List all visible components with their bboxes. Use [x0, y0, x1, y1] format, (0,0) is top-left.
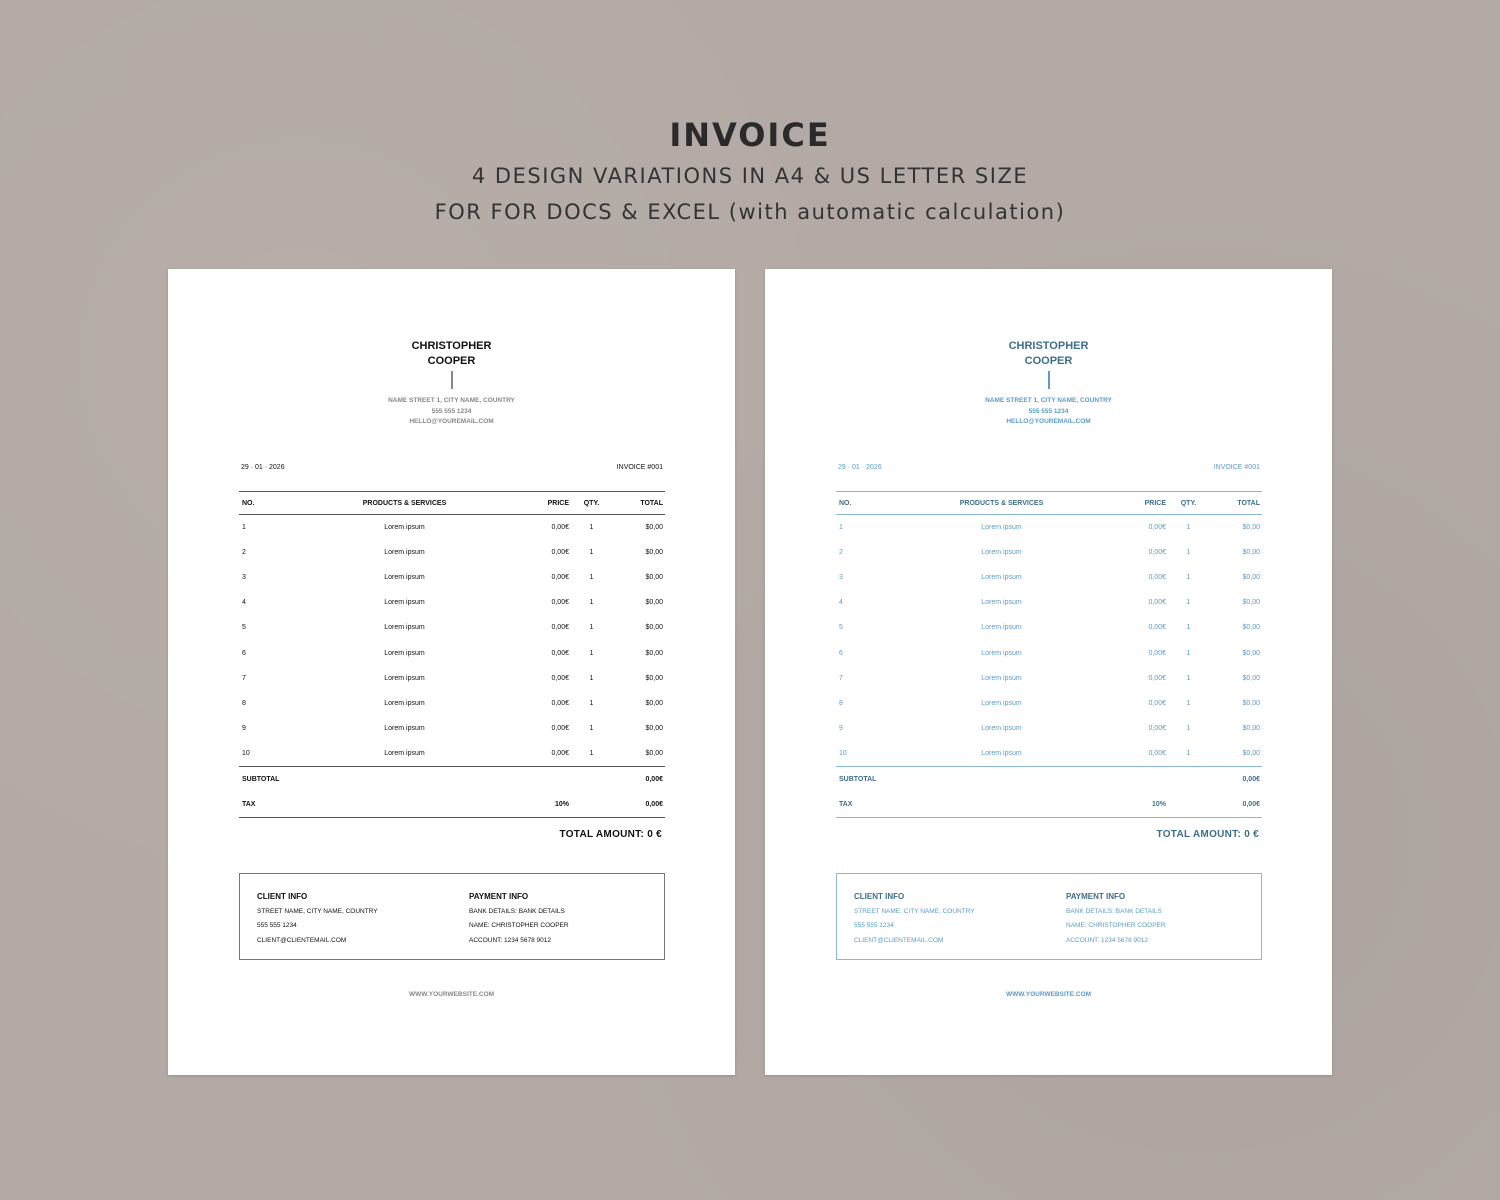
tax-label: TAX [836, 792, 1134, 818]
column-header-qty: QTY. [569, 492, 614, 515]
table-row [239, 691, 665, 716]
item-no: 3 [839, 574, 843, 582]
item-qty: 1 [589, 599, 594, 607]
invoice-date: 29 · 01 · 2026 [838, 464, 882, 471]
item-price: 0,00€ [551, 749, 569, 757]
table-row [836, 590, 1262, 615]
sender-phone: 555 555 1234 [1028, 407, 1069, 415]
table-row [239, 640, 665, 665]
item-price: 0,00€ [551, 524, 569, 532]
item-no: 8 [242, 699, 246, 707]
table-row [239, 741, 665, 767]
item-qty: 1 [1186, 624, 1191, 632]
item-price: 0,00€ [551, 649, 569, 657]
subtotal-row [239, 766, 665, 792]
item-product: Lorem ipsum [981, 549, 1022, 557]
sender-address: NAME STREET 1, CITY NAME, COUNTRY [985, 397, 1112, 404]
table-row [239, 540, 665, 565]
invoice-page-blue [765, 269, 1332, 1075]
client-phone: 555 555 1234 [854, 922, 894, 929]
sender-contact [168, 396, 735, 428]
table-row [239, 565, 665, 590]
item-no: 3 [242, 574, 246, 582]
total-amount: TOTAL AMOUNT: 0 € [559, 829, 662, 840]
item-qty: 1 [589, 649, 594, 657]
item-total: $0,00 [1242, 574, 1260, 582]
subtotal-label: SUBTOTAL [836, 766, 1134, 792]
payment-info [469, 890, 569, 948]
tax-row [836, 792, 1262, 818]
sender-last-name: COOPER [427, 355, 476, 367]
sender-email: HELLO@YOUREMAIL.COM [1006, 418, 1091, 425]
client-phone: 555 555 1234 [257, 922, 297, 929]
item-total: $0,00 [645, 599, 663, 607]
item-qty: 1 [1186, 524, 1191, 532]
table-row [836, 741, 1262, 767]
sender-name [765, 339, 1332, 369]
item-price: 0,00€ [1148, 749, 1166, 757]
item-product: Lorem ipsum [981, 749, 1022, 757]
item-total: $0,00 [645, 699, 663, 707]
sender-phone: 555 555 1234 [431, 407, 472, 415]
item-product: Lorem ipsum [384, 724, 425, 732]
info-box [239, 873, 665, 960]
item-price: 0,00€ [1148, 549, 1166, 557]
item-product: Lorem ipsum [981, 599, 1022, 607]
table-row [239, 590, 665, 615]
client-info [257, 890, 378, 948]
sender-last-name: COOPER [1024, 355, 1073, 367]
table-header-row [836, 492, 1262, 515]
item-product: Lorem ipsum [384, 624, 425, 632]
item-qty: 1 [589, 524, 594, 532]
item-qty: 1 [589, 549, 594, 557]
item-no: 5 [242, 624, 246, 632]
item-no: 8 [839, 699, 843, 707]
column-header-total: TOTAL [1211, 492, 1262, 515]
item-product: Lorem ipsum [384, 699, 425, 707]
item-qty: 1 [1186, 749, 1191, 757]
table-row [836, 666, 1262, 691]
item-total: $0,00 [1242, 624, 1260, 632]
item-total: $0,00 [1242, 599, 1260, 607]
item-total: $0,00 [645, 624, 663, 632]
table-row [239, 716, 665, 741]
payment-bank: BANK DETAILS: BANK DETAILS [469, 907, 565, 915]
total-amount: TOTAL AMOUNT: 0 € [1156, 829, 1259, 840]
sender-address: NAME STREET 1, CITY NAME, COUNTRY [388, 397, 515, 404]
item-price: 0,00€ [551, 624, 569, 632]
item-price: 0,00€ [551, 549, 569, 557]
column-header-products: PRODUCTS & SERVICES [272, 492, 537, 515]
item-price: 0,00€ [1148, 649, 1166, 657]
item-no: 1 [839, 524, 843, 532]
item-total: $0,00 [645, 749, 663, 757]
table-row [836, 515, 1262, 541]
item-no: 6 [839, 649, 843, 657]
item-price: 0,00€ [551, 699, 569, 707]
item-no: 7 [242, 674, 246, 682]
item-qty: 1 [1186, 574, 1191, 582]
client-address: STREET NAME, CITY NAME, COUNTRY [854, 907, 975, 915]
item-qty: 1 [589, 574, 594, 582]
tax-value: 0,00€ [614, 792, 665, 818]
payment-account: ACCOUNT: 1234 5678 9012 [1066, 936, 1149, 944]
item-price: 0,00€ [1148, 724, 1166, 732]
items-table [239, 491, 665, 818]
column-header-no: NO. [836, 492, 869, 515]
sender-contact [765, 396, 1332, 428]
client-email: CLIENT@CLIENTEMAIL.COM [257, 936, 347, 944]
promo-title: INVOICE [669, 116, 831, 154]
tax-rate: 10% [537, 792, 569, 818]
item-product: Lorem ipsum [981, 624, 1022, 632]
table-row [239, 515, 665, 541]
invoice-date: 29 · 01 · 2026 [241, 464, 285, 471]
payment-info-heading: PAYMENT INFO [1066, 892, 1126, 901]
item-product: Lorem ipsum [384, 599, 425, 607]
item-product: Lorem ipsum [384, 549, 425, 557]
items-table [836, 491, 1262, 818]
item-price: 0,00€ [551, 599, 569, 607]
item-product: Lorem ipsum [384, 574, 425, 582]
sender-first-name: CHRISTOPHER [411, 340, 492, 352]
item-total: $0,00 [1242, 649, 1260, 657]
item-no: 2 [839, 549, 843, 557]
payment-name: NAME: CHRISTOPHER COOPER [1066, 922, 1166, 929]
item-price: 0,00€ [1148, 599, 1166, 607]
item-qty: 1 [1186, 674, 1191, 682]
item-total: $0,00 [1242, 524, 1260, 532]
item-product: Lorem ipsum [981, 649, 1022, 657]
client-info-heading: CLIENT INFO [854, 892, 905, 901]
item-total: $0,00 [645, 649, 663, 657]
info-box [836, 873, 1262, 960]
tax-label: TAX [239, 792, 537, 818]
column-header-total: TOTAL [614, 492, 665, 515]
table-row [836, 565, 1262, 590]
item-product: Lorem ipsum [384, 649, 425, 657]
item-total: $0,00 [645, 524, 663, 532]
promo-header [0, 112, 1500, 230]
sender-name [168, 339, 735, 369]
sender-first-name: CHRISTOPHER [1008, 340, 1089, 352]
promo-subtitle-2: FOR FOR DOCS & EXCEL (with automatic calculation) [434, 200, 1066, 224]
item-no: 6 [242, 649, 246, 657]
column-header-price: PRICE [1134, 492, 1166, 515]
invoice-number: INVOICE #001 [1213, 464, 1260, 471]
table-row [836, 615, 1262, 640]
tax-row [239, 792, 665, 818]
item-qty: 1 [1186, 549, 1191, 557]
table-row [239, 615, 665, 640]
payment-name: NAME: CHRISTOPHER COOPER [469, 922, 569, 929]
item-no: 9 [839, 724, 843, 732]
item-price: 0,00€ [551, 724, 569, 732]
item-product: Lorem ipsum [981, 574, 1022, 582]
subtotal-value: 0,00€ [614, 766, 665, 792]
payment-info-heading: PAYMENT INFO [469, 892, 529, 901]
item-qty: 1 [589, 724, 594, 732]
table-row [836, 540, 1262, 565]
table-row [836, 716, 1262, 741]
client-email: CLIENT@CLIENTEMAIL.COM [854, 936, 944, 944]
column-header-price: PRICE [537, 492, 569, 515]
payment-info [1066, 890, 1166, 948]
item-qty: 1 [1186, 724, 1191, 732]
item-no: 2 [242, 549, 246, 557]
item-total: $0,00 [645, 724, 663, 732]
item-product: Lorem ipsum [981, 724, 1022, 732]
item-price: 0,00€ [1148, 699, 1166, 707]
column-header-no: NO. [239, 492, 272, 515]
table-row [836, 691, 1262, 716]
tax-value: 0,00€ [1211, 792, 1262, 818]
payment-account: ACCOUNT: 1234 5678 9012 [469, 936, 552, 944]
item-qty: 1 [589, 749, 594, 757]
item-price: 0,00€ [1148, 574, 1166, 582]
item-qty: 1 [589, 674, 594, 682]
item-qty: 1 [1186, 649, 1191, 657]
website-link: WWW.YOURWEBSITE.COM [1005, 991, 1092, 998]
promo-subtitle-1: 4 DESIGN VARIATIONS IN A4 & US LETTER SIZE [471, 164, 1029, 188]
column-header-qty: QTY. [1166, 492, 1211, 515]
item-total: $0,00 [1242, 549, 1260, 557]
item-total: $0,00 [1242, 724, 1260, 732]
table-row [239, 666, 665, 691]
item-price: 0,00€ [1148, 674, 1166, 682]
website-link: WWW.YOURWEBSITE.COM [408, 991, 495, 998]
item-product: Lorem ipsum [981, 699, 1022, 707]
item-total: $0,00 [1242, 674, 1260, 682]
item-no: 1 [242, 524, 246, 532]
vertical-divider [451, 371, 453, 389]
invoice-number: INVOICE #001 [616, 464, 663, 471]
payment-bank: BANK DETAILS: BANK DETAILS [1066, 907, 1162, 915]
item-total: $0,00 [1242, 749, 1260, 757]
item-no: 5 [839, 624, 843, 632]
item-total: $0,00 [645, 674, 663, 682]
item-qty: 1 [1186, 699, 1191, 707]
item-no: 7 [839, 674, 843, 682]
item-no: 10 [839, 749, 847, 757]
table-header-row [239, 492, 665, 515]
invoice-page-black [168, 269, 735, 1075]
item-product: Lorem ipsum [384, 524, 425, 532]
item-price: 0,00€ [551, 674, 569, 682]
subtotal-label: SUBTOTAL [239, 766, 537, 792]
item-price: 0,00€ [1148, 524, 1166, 532]
subtotal-value: 0,00€ [1211, 766, 1262, 792]
item-product: Lorem ipsum [981, 674, 1022, 682]
item-no: 4 [242, 599, 246, 607]
table-row [836, 640, 1262, 665]
subtotal-row [836, 766, 1262, 792]
item-product: Lorem ipsum [384, 749, 425, 757]
item-no: 9 [242, 724, 246, 732]
client-info [854, 890, 975, 948]
tax-rate: 10% [1134, 792, 1166, 818]
item-product: Lorem ipsum [981, 524, 1022, 532]
vertical-divider [1048, 371, 1050, 389]
item-price: 0,00€ [1148, 624, 1166, 632]
item-price: 0,00€ [551, 574, 569, 582]
client-info-heading: CLIENT INFO [257, 892, 308, 901]
item-total: $0,00 [1242, 699, 1260, 707]
item-qty: 1 [589, 624, 594, 632]
column-header-products: PRODUCTS & SERVICES [869, 492, 1134, 515]
item-product: Lorem ipsum [384, 674, 425, 682]
client-address: STREET NAME, CITY NAME, COUNTRY [257, 907, 378, 915]
item-total: $0,00 [645, 574, 663, 582]
item-no: 4 [839, 599, 843, 607]
item-total: $0,00 [645, 549, 663, 557]
item-qty: 1 [1186, 599, 1191, 607]
sender-email: HELLO@YOUREMAIL.COM [409, 418, 494, 425]
item-no: 10 [242, 749, 250, 757]
item-qty: 1 [589, 699, 594, 707]
